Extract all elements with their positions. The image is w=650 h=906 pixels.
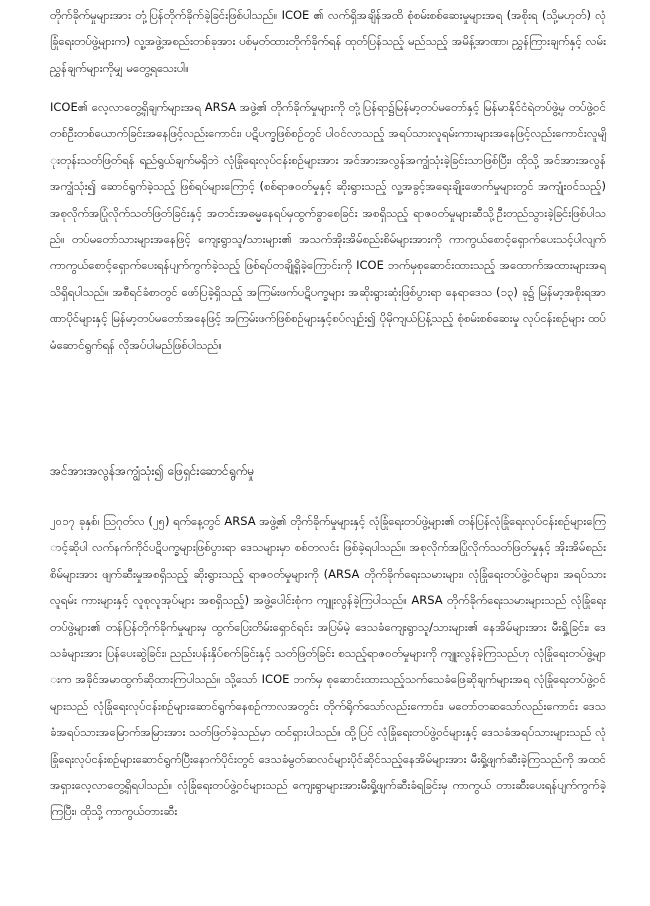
document-page (50, 0, 606, 906)
paragraph-3: ၂၀၁၇ ခုနှစ်၊ ဩဂုတ်လ (၂၅) ရက်နေ့တွင် ARSA အဖွဲ့၏ တိုက်ခိုက်မှုများနှင့် လုံခြုံရေးတပ်ဖွဲ့များ၏ တန်ပြန်လုံခြုံရေးလုပ်ငန်းစဉ်များကြောင့်ဆိုပါ လက်နက်ကိုင်ပဋိပက္ခများဖြစ်ပွားရာ ဒေသများမှာ စစ်တလင်း ဖြစ်ခဲ့ရပါသည်။ အစုလိုက်အပြုံလိုက်သတ်ဖြတ်မှုနှင့် အိုးအိမ်စည်းစိမ်များအား ဖျက်ဆီးမှုအစရှိသည့် ဆိုးရွားသည့် ရာဇဝတ်မှုများကို (ARSA တိုက်ခိုက်ရေးသမားများ၊ လုံခြုံရေးတပ်ဖွဲ့ဝင်များ၊ အရပ်သားလူရမ်း ကားများနှင့် လူစုလူအုပ်များ အစရှိသည့်) အဖွဲ့ပေါင်းစုံက ကျူးလွန်ခဲ့ကြပါသည်။ ARSA တိုက်ခိုက်ရေးသမားများသည် လုံခြုံရေးတပ်ဖွဲ့များ၏ တန်ပြန်တိုက်ခိုက်မှုများမှ ထွက်ပြေးတိမ်းရှောင်ရင်း အပြမ်မဲ့ ဒေသခံကျေးရွာသူ/သားများ၏ နေအိမ်များအား မီးရှို့ခြင်း၊ ဒေသခံများအား ပြန်ပေးဆွဲခြင်း၊ ညည်းပန်းနှိပ်စက်ခြင်းနှင့် သတ်ဖြတ်ခြင်း စသည့်ရာဇဝတ်မှုများကို ကျူးလွန်ခဲ့ကြသည်ဟု လုံခြုံရေးတပ်ဖွဲ့များက အခိုင်အမာထွက်ဆိုထားကြပါသည်။ သို့သော် ICOE ဘက်မှ စုဆောင်းထားသည့်သက်သေခံဖြေဆိုချက်များအရ လုံခြုံရေးတပ်ဖွဲ့ဝင်များသည် လုံခြုံရေးလုပ်ငန်းစဉ်များဆောင်ရွက်နေစဉ်ကာလအတွင်း တိုက်ရိုက်သော်လည်းကောင်း၊ မတော်တဆသော်လည်းကောင်း ဒေသခံအရပ်သားအမြောက်အမြားအား သတ်ဖြတ်ခဲ့သည်မှာ ထင်ရှားပါသည်။ ထို့ပြင် လုံခြုံရေးတပ်ဖွဲ့ဝင်များနှင့် ဒေသခံအရပ်သားများသည် လုံခြုံရေးလုပ်ငန်းစဉ်များဆောင်ရွက်ပြီးနောက်ပိုင်းတွင် ဒေသခံမွတ်ဆလင်များပိုင်ဆိုင်သည့်နေအိမ်များအား မီးရှို့ဖျက်ဆီးခဲ့ကြသည်ကို အထင်အရှားလေ့လာတွေ့ရှိရပါသည်။ လုံခြုံရေးတပ်ဖွဲ့ဝင်များသည် ကျေးရွာများအားမီးရှို့ဖျက်ဆီးခံရခြင်းမှ ကာကွယ် တားဆီးပေးရန်ပျက်ကွက်ခဲ့ကြပြီး၊ ထိုသို့ ကာကွယ်တားဆီး (50, 514, 606, 819)
section-heading: အင်အားအလွန်အကျွံသုံး၍ ဖြေရှင်းဆောင်ရွက်မှု (50, 464, 255, 478)
paragraph-2: ICOE၏ လေ့လာတွေ့ရှိချက်များအရ ARSA အဖွဲ့၏ တိုက်ခိုက်မှုများကို တုံ့ပြန်ရာ၌မြန်မာ့တပ်မတော်နှင့် မြန်မာနိုင်ငံရဲတပ်ဖွဲ့မှ တပ်ဖွဲ့ဝင်တစ်ဦးတစ်ယောက်ခြင်းအနေဖြင့်လည်းကောင်း၊ ပဋိပက္ခဖြစ်စဉ်တွင် ပါဝင်လာသည့် အရပ်သားလူရမ်းကားများအနေဖြင့်လည်းကောင်းလူမျိုးတုန်းသတ်ဖြတ်ရန် ရည်ရွယ်ချက်မရှိဘဲ လုံခြုံရေးလုပ်ငန်းစဉ်များအား အင်အားအလွန်အကျွံသုံးခဲ့ခြင်းသာဖြစ်ပြီး၊ ထိုသို့ အင်အားအလွန်အကျွံသုံး၍ ဆောင်ရွက်ခဲ့သည့် ဖြစ်ရပ်များကြောင့် (စစ်ရာဇဝတ်မှုနှင့် ဆိုးရွားသည့် လူ့အခွင့်အရေးချိုးဖောက်မှုများတွင် အကျုံးဝင်သည့်) အစုလိုက်အပြုံလိုက်သတ်ဖြတ်ခြင်းနှင့် အတင်းအဓမ္မနေရပ်မှထွက်ခွာစေခြင်း အစရှိသည့် ရာဇဝတ်မှုများဆီသို့ဦးတည်သွားခဲ့ခြင်းဖြစ်ပါသည်။ တပ်မတော်သားများအနေဖြင့် ကျေးရွာသူ/သားများ၏ အသက်အိုးအိမ်စည်းစိမ်များအားကို ကာကွယ်စောင့်ရှောက်ပေးသင့်ပါလျက် ကာကွယ်စောင့်ရှောက်ပေးရန်ပျက်ကွက်ခဲ့သည့် ဖြစ်ရပ်တချို့ရှိခဲ့ကြောင်းကို ICOE ဘက်မှစုဆောင်းထားသည့် အထောက်အထားများအရ သိရှိရပါသည်။ အစီရင်ခံစာတွင် ဖော်ပြခဲ့ရှိသည့် အကြမ်းဖက်ပဋိပက္ခများ အဆိုးရွားဆုံးဖြစ်ပွားရာ နေရာဒေသ (၁၃) ခု၌ မြန်မာ့အစိုးရအာဏာပိုင်များနှင့် မြန်မာ့တပ်မတော်အနေဖြင့် အကြမ်းဖက်ဖြစ်စဉ်များနှင့်စပ်လျဉ်း၍ ပိုမိုကျယ်ပြန့်သည့် စုံစမ်းစစ်ဆေးမှု လုပ်ငန်းစဉ်များ ထပ်မံဆောင်ရွက်ရန် လိုအပ်ပါမည်ဖြစ်ပါသည်။ (50, 100, 606, 352)
paragraph-1: တိုက်ခိုက်မှုများအား တုံ့ပြန်တိုက်ခိုက်ခဲ့ခြင်းဖြစ်ပါသည်။ ICOE ၏ လက်ရှိအချိန်အထိ စုံစမ်းစစ်ဆေးမှုများအရ (အစိုးရ (သို့မဟုတ်) လုံခြုံရေးတပ်ဖွဲ့များက) လူ့အဖွဲ့အစည်းတစ်ခုအား ပစ်မှတ်ထားတိုက်ခိုက်ရန် ထုတ်ပြန်သည့် မည်သည့် အမိန့်အာဏာ၊ ညွှန်ကြားချက်နှင့် လမ်းညွှန်ချက်များကိုမျှ မတွေ့ရသေးပါ။ (50, 8, 606, 75)
